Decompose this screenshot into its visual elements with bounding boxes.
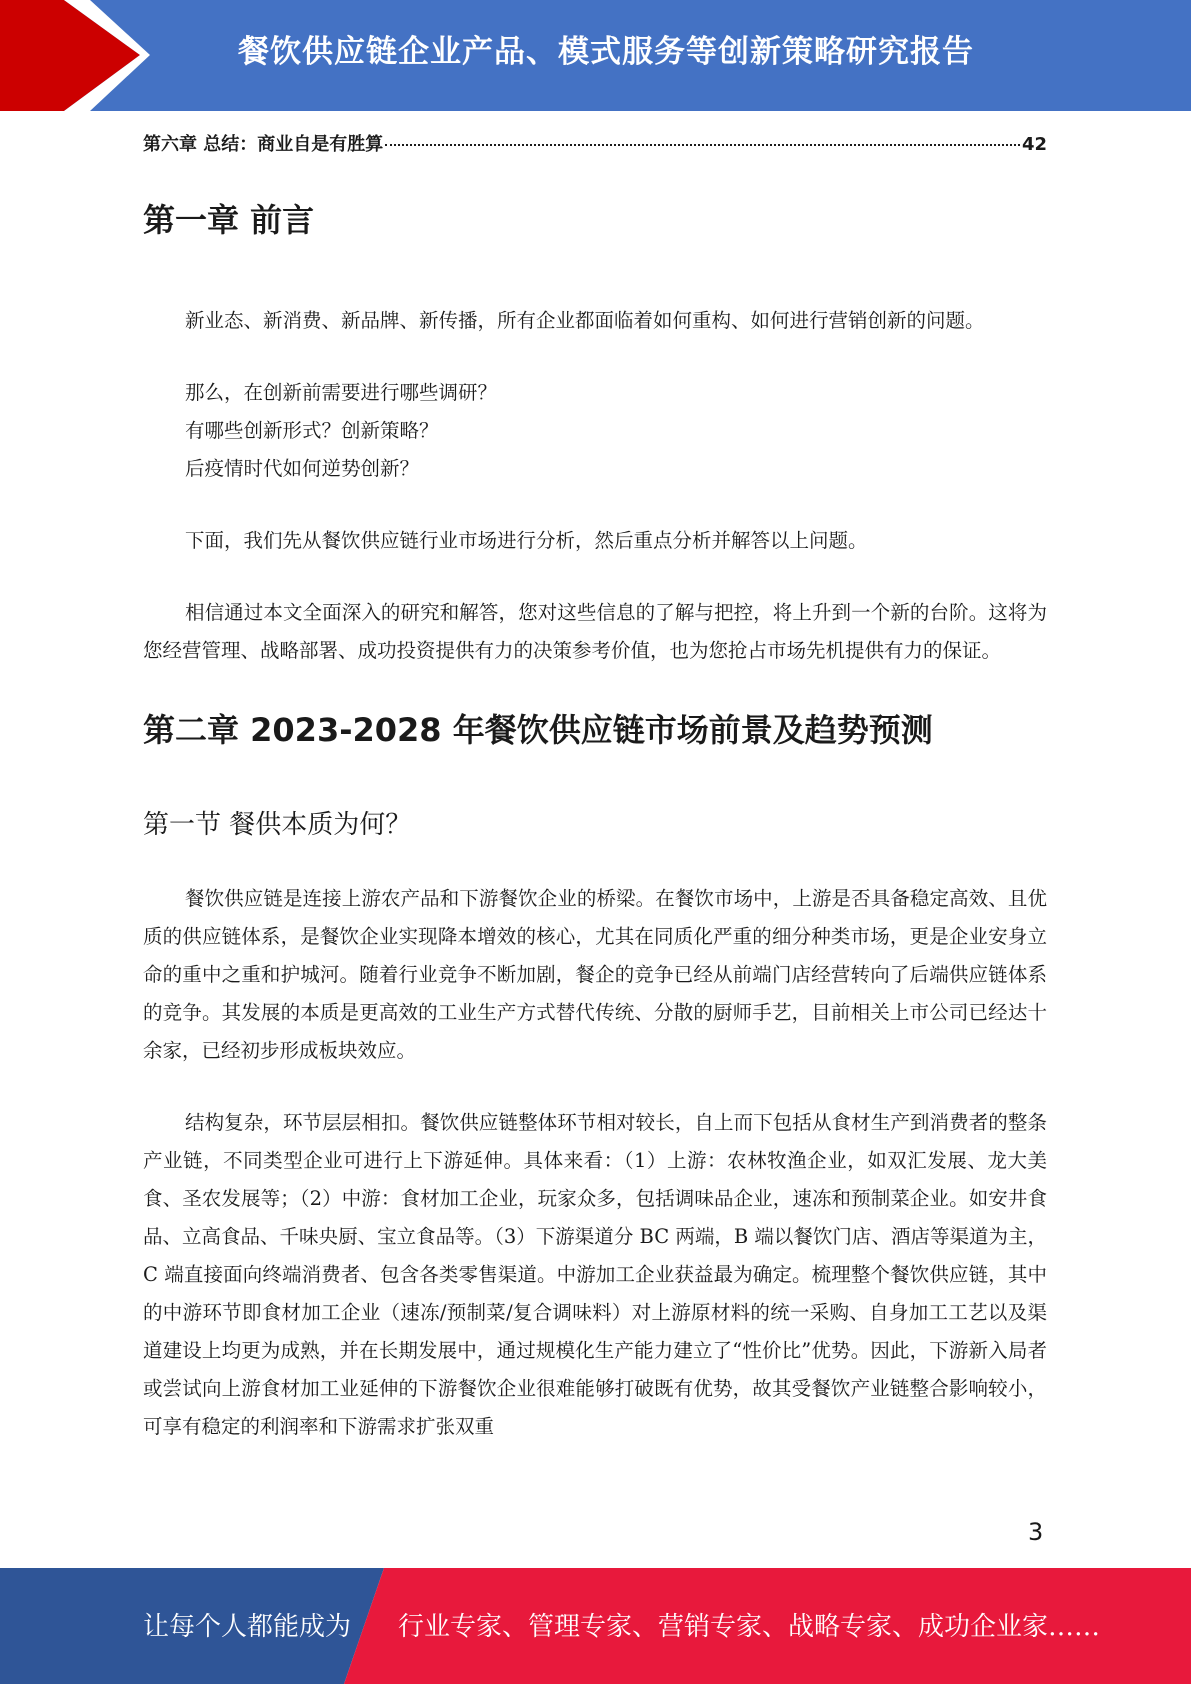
question-line: 有哪些创新形式？创新策略？ (185, 419, 439, 442)
chapter-2-paragraph-2: 结构复杂，环节层层相扣。餐饮供应链整体环节相对较长，自上而下包括从食材生产到消费者的整条产业链，不同类型企业可进行上下游延伸。具体来看：（1）上游：农林牧渔企业，如双汇发展、龙大美食、圣农发展等；（2）中游：食材加工企业，玩家众多，包括调味品企业，速冻和预制菜企业。如安井食品、立高食品、千味央厨、宝立食品等。（3）下游渠道分 BC 两端，B 端以餐饮门店、酒店等渠道为主，C 端直接面向终端消费者、包含各类零售渠道。中游加工企业获益最为确定。梳理整个餐饮供应链，其中的中游环节即食材加工企业（速冻/预制菜/复合调味料）对上游原材料的统一采购、自身加工工艺以及渠道建设上均更为成熟，并在长期发展中，通过规模化生产能力建立了“性价比”优势。因此，下游新入局者或尝试向上游食材加工业延伸的下游餐饮企业很难能够打破既有优势，故其受餐饮产业链整合影响较小，可享有稳定的利润率和下游需求扩张双重 (143, 1111, 1047, 1438)
toc-entry[interactable] (143, 130, 1047, 156)
footer-band (0, 1568, 1191, 1684)
toc-leader-dots (385, 144, 1020, 146)
page-number: 3 (1028, 1518, 1044, 1546)
toc-entry-label: 第六章 总结：商业自是有胜算 (143, 134, 384, 155)
chapter-1-paragraph-2: 下面，我们先从餐饮供应链行业市场进行分析，然后重点分析并解答以上问题。 (185, 529, 868, 552)
document-body (143, 190, 1047, 1446)
header-band (0, 0, 1191, 111)
chapter-2-title: 第二章 2023-2028 年餐饮供应链市场前景及趋势预测 (143, 711, 933, 749)
report-title: 餐饮供应链企业产品、模式服务等创新策略研究报告 (238, 34, 974, 70)
toc-entry-page: 42 (1021, 134, 1047, 155)
chapter-1-paragraph-1: 新业态、新消费、新品牌、新传播，所有企业都面临着如何重构、如何进行营销创新的问题。 (185, 309, 985, 332)
footer-slogan-left: 让每个人都能成为 (143, 1612, 352, 1642)
chapter-1-paragraph-3: 相信通过本文全面深入的研究和解答，您对这些信息的了解与把控，将上升到一个新的台阶。这将为您经营管理、战略部署、成功投资提供有力的决策参考价值，也为您抢占市场先机提供有力的保证。 (143, 601, 1047, 662)
question-line: 后疫情时代如何逆势创新？ (185, 457, 420, 480)
footer-slogan-right: 行业专家、管理专家、营销专家、战略专家、成功企业家…… (398, 1612, 1101, 1642)
section-1-title: 第一节 餐供本质为何？ (143, 810, 412, 840)
question-line: 那么，在创新前需要进行哪些调研？ (185, 381, 498, 404)
chapter-2-paragraph-1: 餐饮供应链是连接上游农产品和下游餐饮企业的桥梁。在餐饮市场中，上游是否具备稳定高效、且优质的供应链体系，是餐饮企业实现降本增效的核心，尤其在同质化严重的细分种类市场，更是企业安身立命的重中之重和护城河。随着行业竞争不断加剧，餐企的竞争已经从前端门店经营转向了后端供应链体系的竞争。其发展的本质是更高效的工业生产方式替代传统、分散的厨师手艺，目前相关上市公司已经达十余家，已经初步形成板块效应。 (143, 887, 1047, 1062)
chapter-1-title: 第一章 前言 (143, 201, 315, 239)
